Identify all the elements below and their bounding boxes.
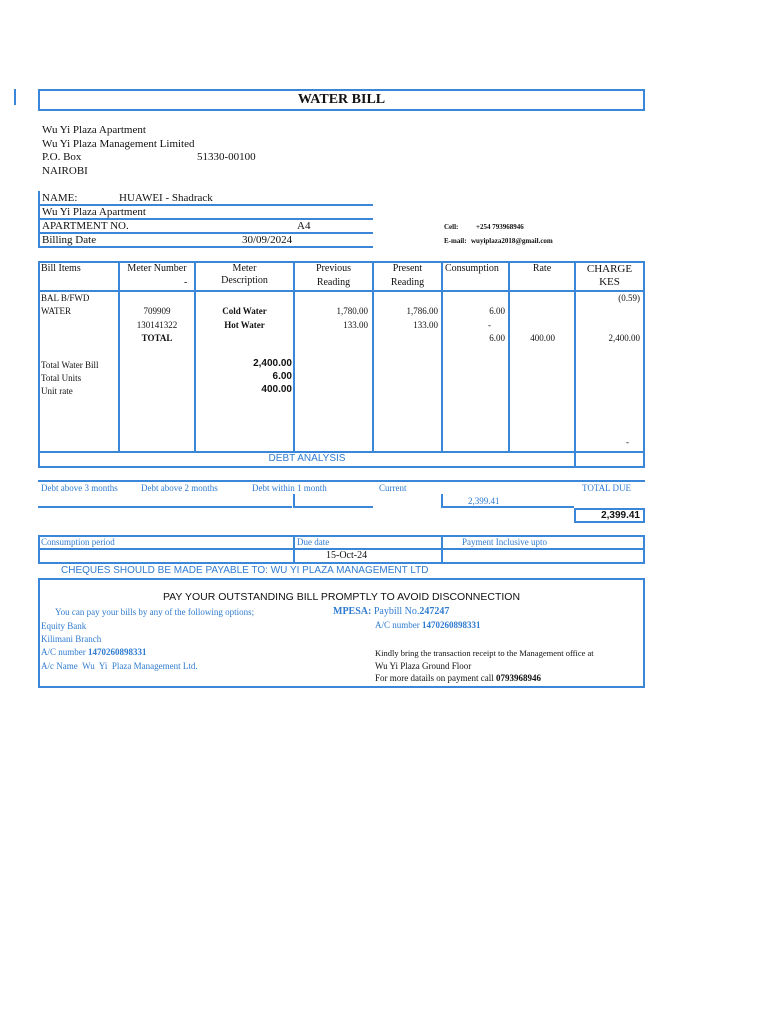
cell-value: +254 793968946	[476, 223, 524, 231]
header-prev-2: Reading	[316, 277, 351, 288]
details-label: For more datails on payment call	[375, 673, 494, 683]
header-bill-items: Bill Items	[41, 263, 81, 274]
col-line-4	[372, 261, 374, 452]
table-header-line	[38, 290, 645, 292]
company-line2: Wu Yi Plaza Management Limited	[42, 137, 195, 150]
debt-analysis-title: DEBT ANALYSIS	[268, 453, 346, 464]
pobox-row	[42, 151, 195, 165]
current-value: 2,399.41	[468, 496, 500, 506]
row1-prev: 1,780.00	[336, 306, 368, 316]
name-value: HUAWEI - Shadrack	[119, 192, 213, 204]
total-water-bill-label: Total Water Bill	[41, 360, 99, 370]
mpesa-acc-label: A/C number	[375, 620, 420, 630]
row1-cons: 6.00	[489, 306, 505, 316]
debt-top-line	[38, 480, 645, 482]
name-label: NAME:	[42, 192, 78, 204]
debt-within-1-month: Debt within 1 month	[252, 483, 327, 493]
row2-pres: 133.00	[413, 320, 438, 330]
details-row	[375, 673, 541, 683]
water-label: WATER	[41, 306, 71, 316]
header-rate: Rate	[532, 263, 552, 274]
page-title: WATER BILL	[297, 92, 386, 107]
pobox-value: 51330-00100	[197, 151, 256, 163]
col-line-6	[508, 261, 510, 452]
due-date-label: Due date	[297, 537, 330, 547]
bank-acc-value: 1470260898331	[88, 647, 147, 657]
col-line-2	[194, 261, 196, 452]
header-charge-1: CHARGE	[586, 263, 633, 275]
total-rate: 400.00	[530, 333, 555, 343]
due-date-value: 15-Oct-24	[326, 550, 368, 561]
email-value: wuyiplaza2018@gmail.com	[471, 237, 553, 245]
bal-bfwd-charge: (0.59)	[618, 293, 640, 303]
cell-label: Cell:	[444, 223, 459, 231]
mpesa-row	[333, 606, 449, 617]
kindly-note: Kindly bring the transaction receipt to the Management office at	[375, 648, 594, 658]
header-meter-dash: -	[184, 277, 188, 288]
payment-inclusive-label: Payment Inclusive upto	[462, 537, 547, 547]
mpesa-acc-value: 1470260898331	[422, 620, 481, 630]
charge-dash: -	[626, 437, 629, 447]
debt-current-label: Current	[379, 483, 407, 493]
header-desc-2: Description	[221, 275, 268, 286]
consumption-period-label: Consumption period	[41, 537, 115, 547]
total-water-bill-value: 2,400.00	[253, 358, 292, 369]
row2-prev: 133.00	[343, 320, 368, 330]
debt-above-2-months: Debt above 2 months	[141, 483, 218, 493]
row2-meter: 130141322	[136, 320, 178, 330]
col-line-5	[441, 261, 443, 452]
company-address	[42, 124, 195, 178]
company-city: NAIROBI	[42, 164, 88, 177]
cheques-notice: CHEQUES SHOULD BE MADE PAYABLE TO: WU YI PLAZA MANAGEMENT LTD	[61, 565, 429, 576]
unit-rate-value: 400.00	[261, 384, 292, 395]
paybill-value: 247247	[419, 606, 450, 617]
total-label: TOTAL	[141, 333, 173, 343]
mpesa-label: MPESA:	[333, 606, 372, 617]
payment-headline: PAY YOUR OUTSTANDING BILL PROMPTLY TO AVOID DISCONNECTION	[162, 591, 521, 603]
total-cons: 6.00	[489, 333, 505, 343]
row1-pres: 1,786.00	[406, 306, 438, 316]
header-meter-number: Meter Number	[127, 263, 187, 274]
cust-line4	[38, 246, 373, 248]
col-line-3	[293, 261, 295, 452]
billing-date-label: Billing Date	[42, 234, 97, 246]
pobox-label: P.O. Box	[42, 151, 82, 163]
header-pres-1: Present	[392, 263, 423, 274]
total-due-label: TOTAL DUE	[582, 483, 632, 493]
billing-date-value: 30/09/2024	[242, 234, 293, 246]
bank-branch: Kilimani Branch	[41, 634, 102, 644]
apartment-value: A4	[297, 220, 311, 232]
bal-bfwd-label: BAL B/FWD	[41, 293, 90, 303]
total-charge: 2,400.00	[608, 333, 640, 343]
header-prev-1: Previous	[316, 263, 351, 274]
margin-mark	[14, 89, 16, 105]
details-phone: 0793968946	[495, 673, 541, 683]
total-units-value: 6.00	[272, 371, 292, 382]
header-pres-2: Reading	[390, 277, 425, 288]
bank-acc-row	[41, 647, 147, 657]
bill-items-table	[38, 261, 645, 468]
office-location: Wu Yi Plaza Ground Floor	[375, 661, 472, 671]
row1-meter: 709909	[143, 306, 171, 316]
header-consumption: Consumption	[445, 263, 499, 274]
debt-mark-2	[293, 506, 373, 508]
mpesa-acc-row	[375, 620, 481, 630]
payment-options: You can pay your bills by any of the following options;	[55, 607, 255, 617]
building-name: Wu Yi Plaza Apartment	[42, 206, 146, 218]
col-line-1	[118, 261, 120, 452]
header-desc-1: Meter	[232, 263, 257, 274]
row2-cons: -	[488, 320, 491, 330]
bank-acc-name: A/c Name Wu Yi Plaza Management Ltd.	[41, 661, 198, 671]
apartment-label: APARTMENT NO.	[42, 220, 129, 232]
total-due-value: 2,399.41	[601, 510, 640, 521]
period-col-1	[293, 535, 295, 564]
bank-acc-label: A/C number	[41, 647, 86, 657]
debt-mark-4	[441, 506, 574, 508]
debt-row-line	[38, 506, 292, 508]
total-units-label: Total Units	[41, 373, 82, 383]
title-box	[38, 89, 645, 111]
paybill-label: Paybill No.	[373, 606, 420, 617]
bank-name: Equity Bank	[41, 621, 87, 631]
row1-desc: Cold Water	[222, 306, 267, 316]
debt-above-3-months: Debt above 3 months	[41, 483, 118, 493]
header-charge-2: KES	[599, 276, 620, 288]
company-line1: Wu Yi Plaza Apartment	[42, 124, 146, 136]
email-label: E-mail:	[444, 237, 467, 245]
period-col-2	[441, 535, 443, 564]
row2-desc: Hot Water	[224, 320, 265, 330]
unit-rate-label: Unit rate	[41, 386, 73, 396]
